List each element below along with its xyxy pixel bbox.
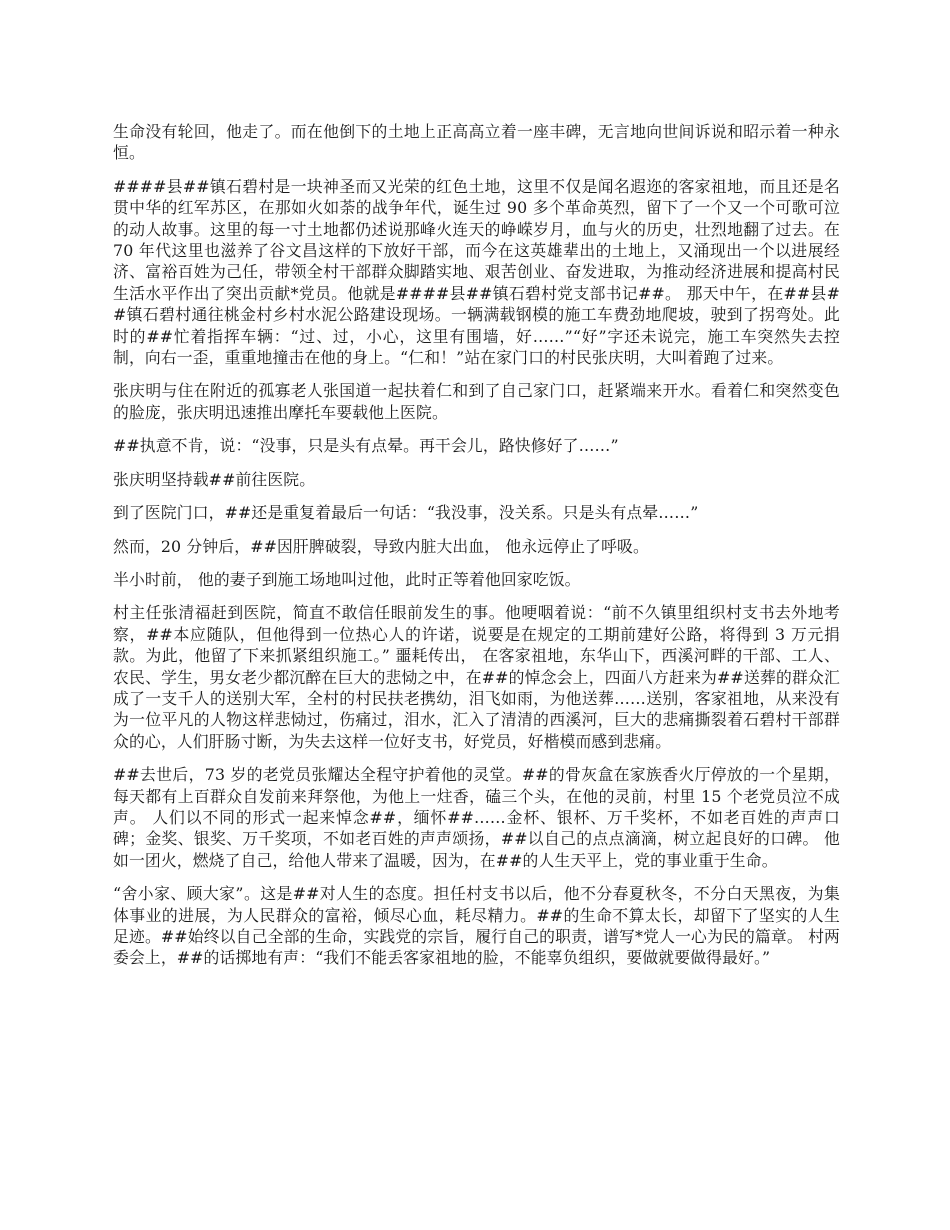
paragraph: 生命没有轮回，他走了。而在他倒下的土地上正高高立着一座丰碑，无言地向世间诉说和昭示着一种永恒。 (113, 122, 840, 163)
paragraph: 村主任张清福赶到医院，简直不敢信任眼前发生的事。他哽咽着说：“前不久镇里组织村支书去外地考察，##本应随队，但他得到一位热心人的许诺，说要是在规定的工期前建好公路，将得到 3 万元捐款。为此，他留了下来抓紧组织施工。” 噩耗传出， 在客家祖地，东华山下，西溪河畔的干部、工人、农民、学生，男女老少都沉醉在巨大的悲恸之中，在##的悼念会上，四面八方赶来为##送葬的群众汇成了一支千人的送别大军，全村的村民扶老携幼，泪飞如雨，为他送葬……送别，客家祖地，从来没有为一位平凡的人物这样悲恸过，伤痛过，泪水，汇入了清清的西溪河，巨大的悲痛撕裂着石碧村干部群众的心，人们肝肠寸断，为失去这样一位好支书，好党员，好楷模而感到悲痛。 (113, 603, 840, 751)
paragraph: ####县##镇石碧村是一块神圣而又光荣的红色土地，这里不仅是闻名遐迩的客家祖地，而且还是名贯中华的红军苏区，在那如火如荼的战争年代，诞生过 90 多个革命英烈，留下了一个又一个可歌可泣的动人故事。这里的每一寸土地都仍述说那峰火连天的峥嵘岁月，血与火的历史，壮烈地翻了过去。在 70 年代这里也滋养了谷文昌这样的下放好干部，而今在这英雄辈出的土地上，又涌现出一个以进展经济、富裕百姓为己任，带领全村干部群众脚踏实地、艰苦创业、奋发进取，为推动经济进展和提高村民生活水平作出了突出贡献*党员。他就是####县##镇石碧村党支部书记##。 那天中午，在##县##镇石碧村通往桃金村乡村水泥公路建设现场。一辆满载钢模的施工车费劲地爬坡，驶到了拐弯处。此时的##忙着指挥车辆：“过、过，小心，这里有围墙，好……”“好”字还未说完，施工车突然失去控制，向右一歪，重重地撞击在他的身上。“仁和！”站在家门口的村民张庆明，大叫着跑了过来。 (113, 176, 840, 368)
paragraph: 然而，20 分钟后，##因肝脾破裂，导致内脏大出血， 他永远停止了呼吸。 (113, 536, 649, 556)
paragraph: 到了医院门口，##还是重复着最后一句话：“我没事，没关系。只是头有点晕……” (113, 503, 699, 523)
paragraph: 半小时前， 他的妻子到施工场地叫过他，此时正等着他回家吃饭。 (113, 569, 581, 589)
paragraph: ##执意不肯，说：“没事，只是头有点晕。再干会儿，路快修好了……” (113, 436, 619, 456)
paragraph: “舍小家、顾大家”。这是##对人生的态度。担任村支书以后，他不分春夏秋冬，不分白天黑夜，为集体事业的进展，为人民群众的富裕，倾尽心血，耗尽精力。##的生命不算太长，却留下了坚实的人生足迹。##始终以自己全部的生命，实践党的宗旨，履行自己的职责，谱写*党人一心为民的篇章。 村两委会上，##的话掷地有声：“我们不能丢客家祖地的脸，不能辜负组织，要做就要做得最好。” (113, 884, 840, 968)
paragraph: 张庆明与住在附近的孤寡老人张国道一起扶着仁和到了自己家门口，赶紧端来开水。看着仁和突然变色的脸庞，张庆明迅速推出摩托车要载他上医院。 (113, 381, 840, 422)
paragraph: ##去世后，73 岁的老党员张耀达全程守护着他的灵堂。##的骨灰盒在家族香火厅停放的一个星期，每天都有上百群众自发前来拜祭他，为他上一炷香，磕三个头，在他的灵前，村里 15 个老党员泣不成声。 人们以不同的形式一起来悼念##，缅怀##……金杯、银杯、万千奖杯，不如老百姓的声声口碑；金奖、银奖、万千奖项，不如老百姓的声声颂扬，##以自己的点点滴滴，树立起良好的口碑。 他如一团火，燃烧了自己，给他人带来了温暖，因为，在##的人生天平上，党的事业重于生命。 (113, 765, 840, 870)
paragraph: 张庆明坚持载##前往医院。 (113, 469, 316, 489)
